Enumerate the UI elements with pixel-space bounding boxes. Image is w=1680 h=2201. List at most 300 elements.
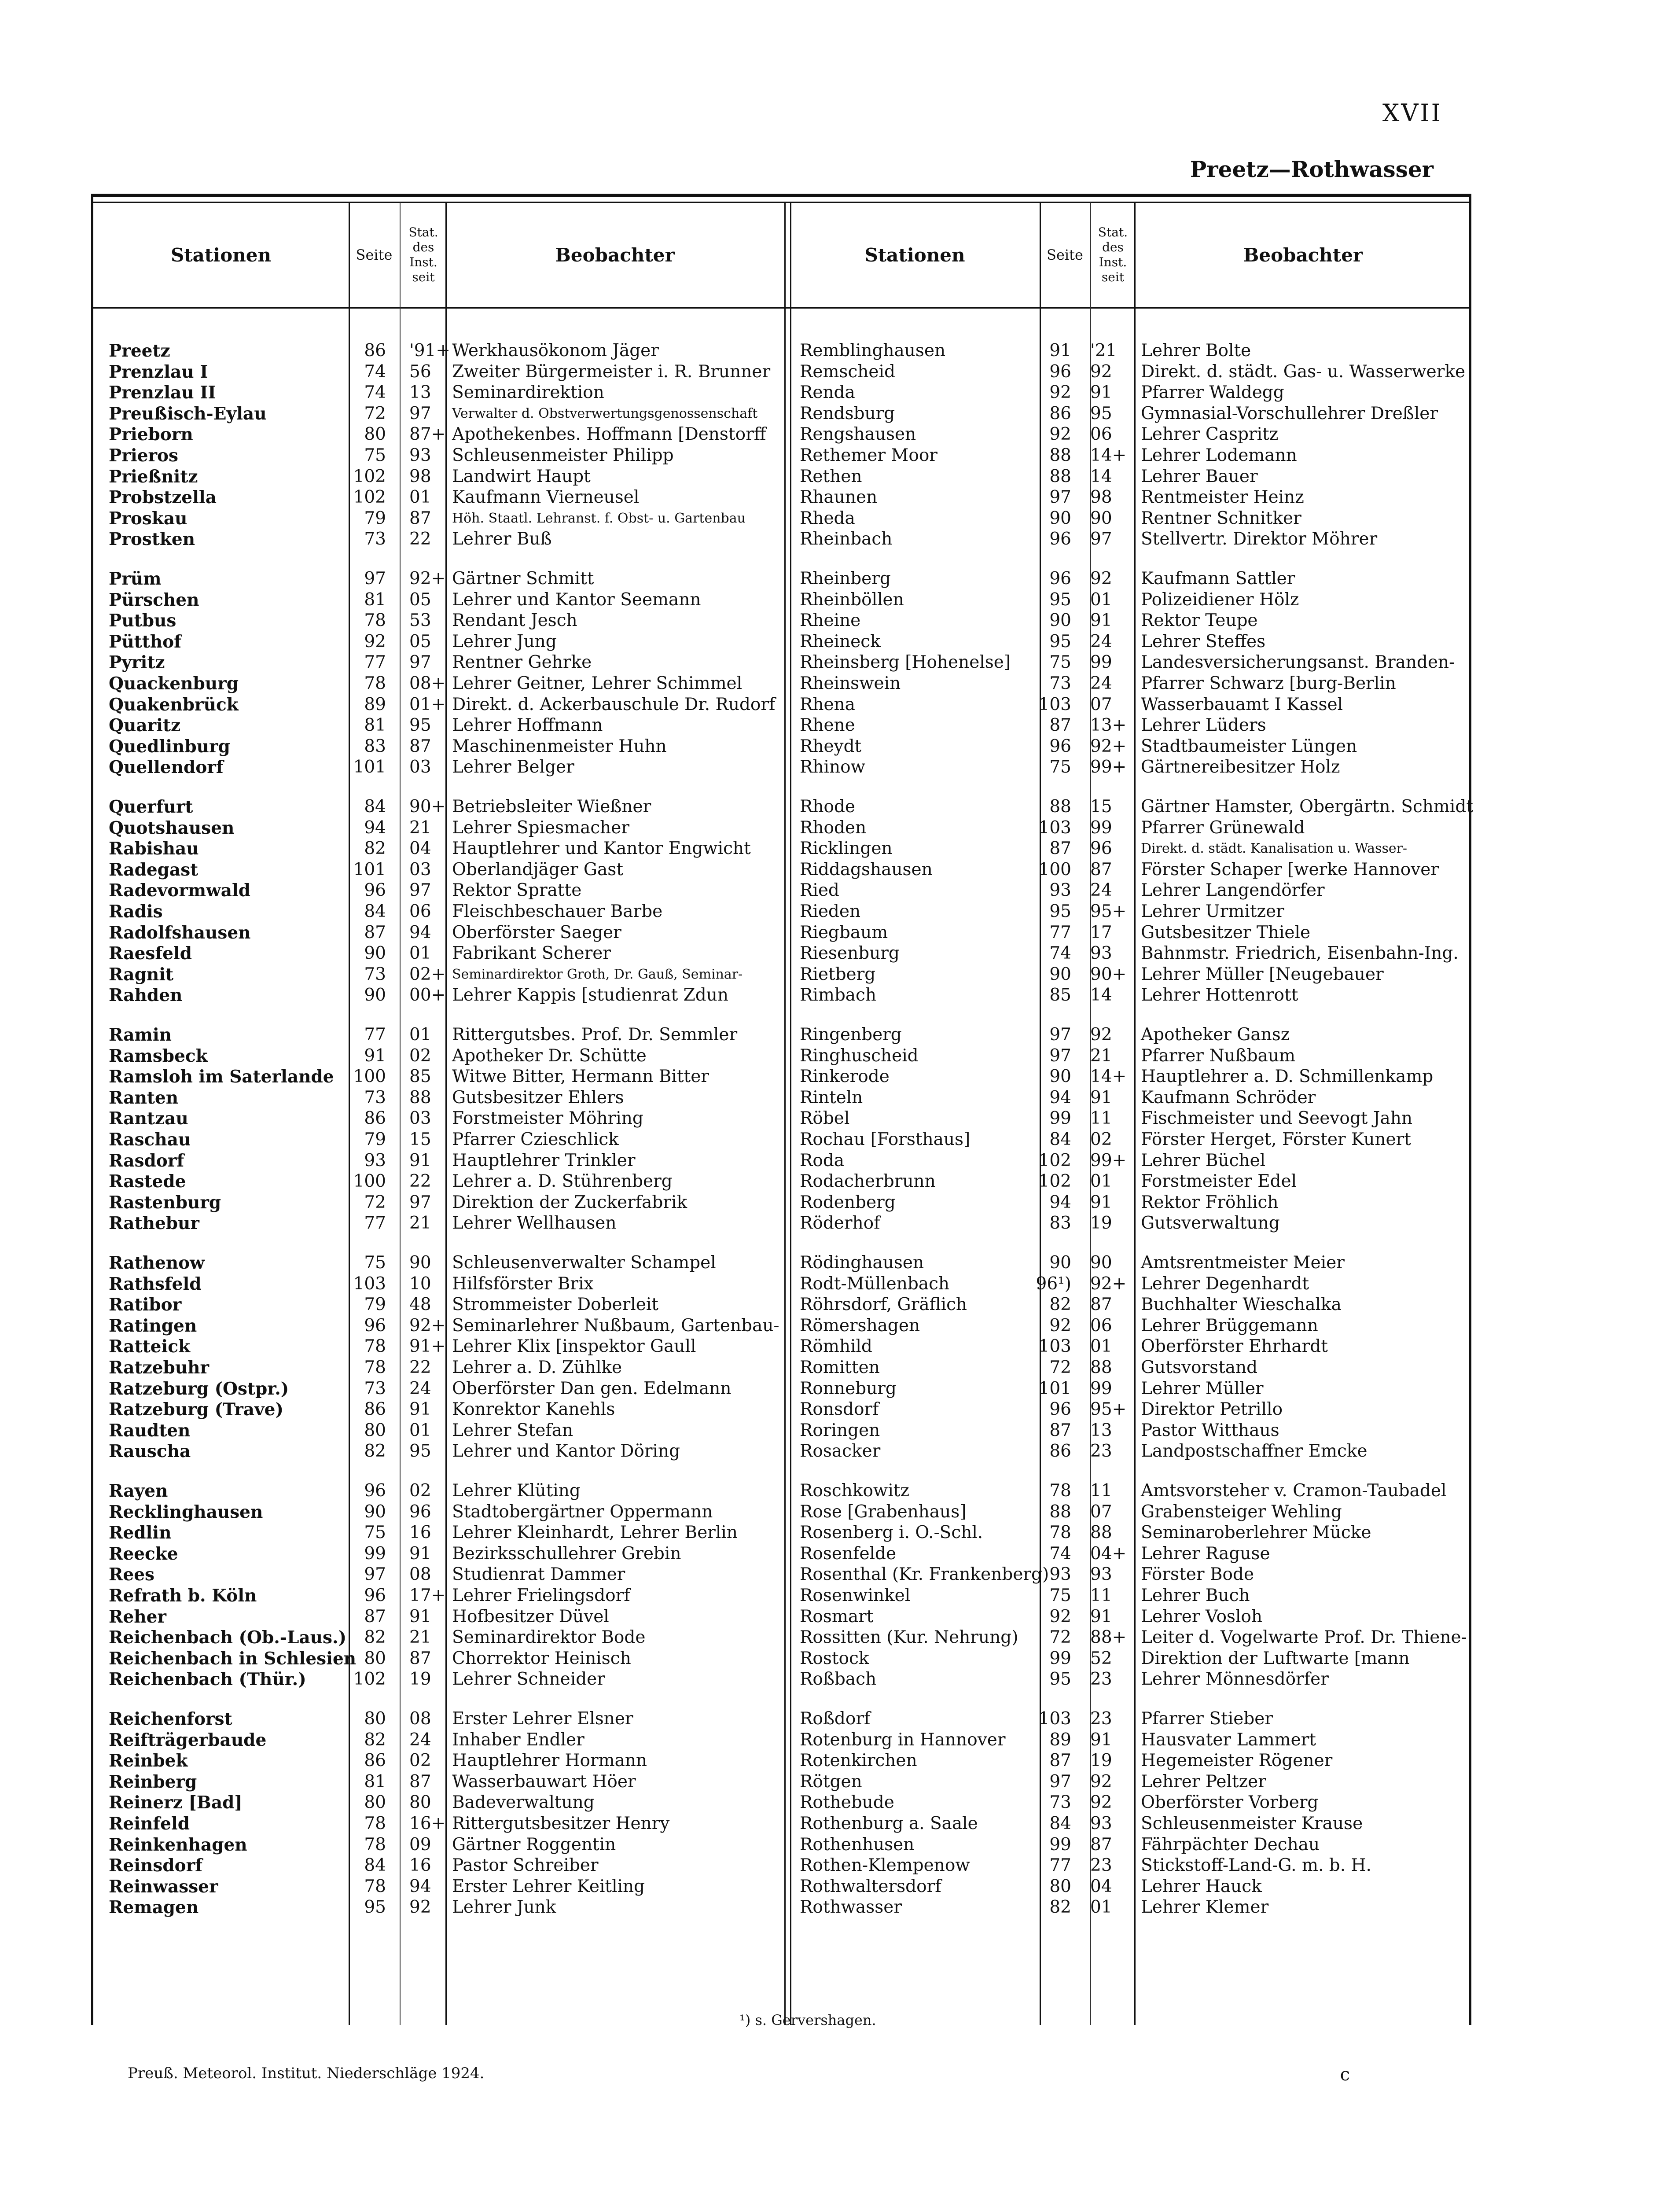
cell-seite: 78 [364, 611, 386, 631]
cell-seite-2: 74 [1049, 943, 1071, 964]
cell-seit: 24 [409, 1378, 431, 1399]
cell-beobachter: Strommeister Doberleit [452, 1295, 658, 1315]
cell-seite: 82 [364, 1627, 386, 1648]
cell-beobachter: Schleusenverwalter Schampel [452, 1253, 716, 1273]
cell-seit: 88 [409, 1087, 431, 1108]
table-row [93, 1399, 1474, 1420]
table-row [93, 1024, 1474, 1045]
cell-beobachter-2: Lehrer Müller [Neugebauer [1141, 964, 1384, 984]
cell-beobachter: Gutsbesitzer Ehlers [452, 1087, 624, 1108]
cell-seit: 96 [409, 1502, 431, 1522]
cell-beobachter: Lehrer Hoffmann [452, 715, 603, 736]
table-row [93, 1606, 1474, 1627]
cell-seite-2: 97 [1049, 1045, 1071, 1066]
cell-seit: 22 [409, 1358, 431, 1377]
cell-seite: 102 [353, 1669, 386, 1689]
cell-station: Preetz [109, 341, 170, 361]
cell-seite-2: 97 [1049, 1025, 1071, 1045]
cell-beobachter-2: Landesversicherungsanst. Branden- [1141, 652, 1455, 673]
cell-seite: 101 [353, 859, 386, 880]
running-head: Preetz—Rothwasser [1190, 156, 1434, 182]
cell-seite-2: 80 [1049, 1876, 1071, 1896]
cell-seit: 01+ [409, 694, 446, 714]
cell-beobachter: Kaufmann Vierneusel [452, 487, 640, 508]
cell-seit: 95 [409, 1441, 431, 1461]
cell-seite-2: 92 [1049, 1606, 1071, 1627]
cell-seit: 94 [409, 1876, 431, 1896]
cell-seit-2: 88 [1090, 1358, 1112, 1377]
cell-station: Remagen [109, 1897, 199, 1918]
cell-seit: 00+ [409, 985, 446, 1005]
cell-beobachter: Lehrer a. D. Zühlke [452, 1358, 622, 1377]
cell-station-2: Rheda [800, 508, 855, 528]
table-row [93, 1648, 1474, 1669]
table-row [93, 589, 1474, 611]
cell-seite-2: 95 [1049, 589, 1071, 610]
cell-beobachter-2: Bahnmstr. Friedrich, Eisenbahn-Ing. [1141, 943, 1459, 964]
cell-station: Ratzebuhr [109, 1358, 210, 1378]
cell-beobachter-2: Lehrer Büchel [1141, 1150, 1266, 1170]
cell-seit-2: 91 [1090, 1087, 1112, 1108]
cell-seite: 90 [364, 943, 386, 964]
cell-beobachter-2: Fährpächter Dechau [1141, 1834, 1320, 1855]
table-row [93, 1480, 1474, 1502]
cell-beobachter: Gärtner Schmitt [452, 569, 594, 589]
cell-seite-2: 78 [1049, 1523, 1071, 1543]
cell-seite-2: 95 [1049, 902, 1071, 921]
cell-seit-2: '21 [1090, 341, 1117, 361]
cell-seite: 79 [364, 1295, 386, 1315]
cell-seit: 01 [409, 943, 431, 964]
cell-seit-2: 93 [1090, 1814, 1112, 1833]
cell-beobachter: Fleischbeschauer Barbe [452, 902, 663, 921]
cell-station-2: Romitten [800, 1358, 880, 1377]
cell-station: Radis [109, 902, 163, 922]
cell-station-2: Rhode [800, 797, 856, 817]
cell-station-2: Ringhuscheid [800, 1045, 919, 1066]
cell-seit: 97 [409, 1192, 431, 1212]
cell-seite-2: 101 [1038, 1378, 1071, 1399]
cell-station: Radegast [109, 859, 199, 880]
cell-seite-2: 92 [1049, 1315, 1071, 1336]
cell-beobachter-2: Lehrer Vosloh [1141, 1606, 1263, 1627]
cell-station-2: Roßbach [800, 1669, 877, 1689]
table-row [93, 382, 1474, 403]
footnote: ¹) s. Gervershagen. [739, 2012, 876, 2028]
cell-station: Ratzeburg (Trave) [109, 1399, 283, 1420]
cell-station: Ramin [109, 1025, 172, 1045]
cell-station: Ratzeburg (Ostpr.) [109, 1378, 289, 1399]
cell-seite-2: 90 [1049, 964, 1071, 984]
cell-seit: 98 [409, 466, 431, 486]
cell-seite: 86 [364, 1751, 386, 1771]
table-row [93, 1441, 1474, 1462]
cell-seit: 80 [409, 1792, 431, 1813]
cell-station-2: Rödinghausen [800, 1253, 924, 1273]
cell-beobachter: Landwirt Haupt [452, 466, 591, 486]
cell-seite-2: 75 [1049, 1586, 1071, 1605]
table-row [93, 901, 1474, 922]
cell-beobachter-2: Pfarrer Nußbaum [1141, 1045, 1295, 1066]
table-row [93, 1192, 1474, 1213]
table-row [93, 1129, 1474, 1150]
cell-seite-2: 86 [1049, 1441, 1071, 1461]
table-row [93, 736, 1474, 757]
cell-seite: 79 [364, 508, 386, 528]
cell-station: Prüm [109, 569, 162, 589]
cell-beobachter: Erster Lehrer Keitling [452, 1876, 645, 1896]
cell-station-2: Remscheid [800, 361, 895, 382]
cell-beobachter-2: Hegemeister Rögener [1141, 1751, 1333, 1771]
cell-station: Raschau [109, 1130, 191, 1150]
cell-beobachter: Apothekenbes. Hoffmann [Denstorff [452, 424, 766, 445]
cell-beobachter: Seminardirektion [452, 383, 604, 403]
cell-station: Rees [109, 1564, 154, 1585]
cell-seit-2: 07 [1090, 1502, 1112, 1522]
table-row [93, 1730, 1474, 1751]
cell-station-2: Riddagshausen [800, 859, 933, 880]
cell-beobachter: Fabrikant Scherer [452, 943, 611, 964]
cell-seit: 09 [409, 1834, 431, 1855]
cell-beobachter: Hauptlehrer und Kantor Engwicht [452, 839, 751, 859]
cell-beobachter: Erster Lehrer Elsner [452, 1709, 633, 1729]
cell-beobachter-2: Pfarrer Grünewald [1141, 817, 1305, 838]
cell-seit-2: 92 [1090, 1771, 1112, 1792]
cell-station-2: Ronneburg [800, 1378, 897, 1399]
cell-seit-2: 11 [1090, 1586, 1112, 1605]
cell-seit: 24 [409, 1730, 431, 1750]
cell-station: Prießnitz [109, 466, 198, 487]
cell-beobachter-2: Lehrer Mönnesdörfer [1141, 1669, 1329, 1689]
cell-seit: 22 [409, 1171, 431, 1192]
cell-beobachter-2: Leiter d. Vogelwarte Prof. Dr. Thiene- [1141, 1627, 1467, 1648]
cell-seit: 04 [409, 839, 431, 859]
cell-seit-2: 99 [1090, 1378, 1112, 1399]
cell-seite: 103 [353, 1273, 386, 1294]
cell-seit-2: 98 [1090, 487, 1112, 508]
cell-seite: 81 [364, 1771, 386, 1792]
cell-seit-2: 02 [1090, 1130, 1112, 1149]
cell-station-2: Rhinow [800, 757, 865, 777]
cell-seite-2: 77 [1049, 1855, 1071, 1876]
cell-station-2: Rheinbach [800, 529, 893, 549]
cell-station-2: Rosenwinkel [800, 1586, 911, 1605]
cell-beobachter-2: Gutsvorstand [1141, 1358, 1258, 1377]
cell-station: Reinbek [109, 1751, 188, 1771]
cell-station-2: Remblinghausen [800, 341, 946, 361]
cell-seit-2: 52 [1090, 1648, 1112, 1668]
cell-seite-2: 87 [1049, 1420, 1071, 1440]
table-row [93, 340, 1474, 361]
cell-seite: 86 [364, 341, 386, 361]
cell-beobachter: Badeverwaltung [452, 1792, 595, 1813]
header-stat-2: Stat. des Inst. seit [1098, 225, 1128, 284]
table-row [93, 1564, 1474, 1585]
cell-beobachter-2: Schleusenmeister Krause [1141, 1814, 1363, 1833]
table-row [93, 1627, 1474, 1648]
cell-beobachter: Lehrer Geitner, Lehrer Schimmel [452, 674, 743, 693]
cell-station-2: Römershagen [800, 1315, 920, 1336]
cell-seit: 16 [409, 1523, 431, 1543]
cell-seit: 85 [409, 1067, 431, 1087]
cell-seite-2: 83 [1049, 1213, 1071, 1233]
table-row [93, 757, 1474, 778]
cell-seit: 95 [409, 715, 431, 736]
cell-beobachter-2: Lehrer Degenhardt [1141, 1273, 1309, 1294]
cell-seite-2: 103 [1038, 817, 1071, 838]
cell-station: Raudten [109, 1420, 191, 1441]
table-row [93, 610, 1474, 631]
cell-beobachter: Pfarrer Cziesсhlick [452, 1130, 619, 1149]
cell-beobachter: Werkhausökonom Jäger [452, 341, 659, 361]
cell-beobachter-2: Fischmeister und Seevogt Jahn [1141, 1108, 1412, 1129]
cell-station: Prenzlau I [109, 361, 208, 382]
cell-station: Raesfeld [109, 943, 192, 964]
cell-seite: 73 [364, 964, 386, 984]
cell-station-2: Rinteln [800, 1087, 863, 1108]
cell-seit: 90+ [409, 797, 446, 817]
cell-seite-2: 94 [1049, 1087, 1071, 1108]
cell-beobachter: Apotheker Dr. Schütte [452, 1045, 647, 1066]
cell-seit: 93 [409, 445, 431, 465]
cell-seit-2: 91 [1090, 383, 1112, 403]
table-row [93, 487, 1474, 508]
cell-seit: 56 [409, 361, 431, 382]
table-row [93, 631, 1474, 652]
table-row [93, 466, 1474, 487]
cell-seite: 80 [364, 1709, 386, 1729]
table-row [93, 1792, 1474, 1813]
header-stationen-2: Stationen [864, 244, 965, 266]
cell-station-2: Ried [800, 880, 839, 901]
cell-station-2: Rhena [800, 694, 855, 714]
table-row [93, 529, 1474, 550]
cell-station: Pütthof [109, 631, 181, 652]
cell-beobachter-2: Rentner Schnitker [1141, 508, 1301, 528]
cell-beobachter: Studienrat Dammer [452, 1564, 625, 1585]
cell-station-2: Rotenkirchen [800, 1751, 917, 1771]
cell-station: Rauscha [109, 1441, 191, 1462]
cell-station: Rantzau [109, 1108, 188, 1129]
cell-seite: 80 [364, 424, 386, 445]
cell-seit: 02 [409, 1045, 431, 1066]
cell-beobachter-2: Lehrer Lodemann [1141, 445, 1297, 465]
cell-station: Rathenow [109, 1253, 205, 1273]
cell-station-2: Rostock [800, 1648, 869, 1668]
cell-station-2: Rossitten (Kur. Nehrung) [800, 1627, 1018, 1648]
table-row [93, 1213, 1474, 1234]
cell-station: Reichenbach (Thür.) [109, 1669, 306, 1690]
cell-seit: 03 [409, 859, 431, 880]
table-row [93, 985, 1474, 1006]
cell-beobachter: Rendant Jesch [452, 611, 577, 631]
cell-seit: 97 [409, 652, 431, 673]
cell-seit-2: 04 [1090, 1876, 1112, 1896]
cell-beobachter-2: Forstmeister Edel [1141, 1171, 1297, 1192]
cell-beobachter-2: Pfarrer Stieber [1141, 1709, 1273, 1729]
cell-beobachter-2: Buchhalter Wieschalka [1141, 1295, 1342, 1315]
cell-seite-2: 94 [1049, 1192, 1071, 1212]
cell-seite: 101 [353, 757, 386, 777]
cell-station: Reifträgerbaude [109, 1730, 267, 1750]
cell-station: Pyritz [109, 652, 165, 673]
cell-beobachter-2: Direkt. d. städt. Gas- u. Wasserwerke [1141, 361, 1466, 382]
table-row [93, 1378, 1474, 1399]
cell-seit-2: 15 [1090, 797, 1112, 817]
cell-seit-2: 92 [1090, 1025, 1112, 1045]
cell-beobachter-2: Seminaroberlehrer Mücke [1141, 1523, 1371, 1543]
cell-station: Querfurt [109, 797, 193, 817]
cell-seite: 80 [364, 1648, 386, 1668]
cell-beobachter-2: Lehrer Bauer [1141, 466, 1258, 486]
cell-seite: 87 [364, 922, 386, 942]
cell-seit-2: 01 [1090, 589, 1112, 610]
cell-seit: 87 [409, 508, 431, 528]
cell-beobachter-2: Lehrer Brüggemann [1141, 1315, 1318, 1336]
table-row [93, 1171, 1474, 1192]
cell-seite: 96 [364, 1315, 386, 1336]
table-row [93, 673, 1474, 694]
cell-seite-2: 72 [1049, 1627, 1071, 1648]
cell-seite-2: 88 [1049, 797, 1071, 817]
cell-seite-2: 90 [1049, 508, 1071, 528]
cell-seite-2: 99 [1049, 1108, 1071, 1129]
cell-station-2: Roßdorf [800, 1709, 871, 1729]
cell-seite: 78 [364, 1876, 386, 1896]
cell-seite: 83 [364, 736, 386, 756]
cell-seite: 74 [364, 383, 386, 403]
station-table [91, 194, 1471, 2025]
cell-station-2: Rengshausen [800, 424, 916, 445]
cell-beobachter: Seminarlehrer Nußbaum, Gartenbau- [452, 1315, 779, 1336]
cell-seit: 87 [409, 1771, 431, 1792]
cell-station-2: Römhild [800, 1336, 872, 1357]
cell-station-2: Röderhof [800, 1213, 880, 1233]
cell-beobachter: Forstmeister Möhring [452, 1108, 643, 1129]
cell-station: Pürschen [109, 589, 199, 610]
cell-beobachter-2: Pastor Witthaus [1141, 1420, 1279, 1440]
cell-seite: 84 [364, 902, 386, 921]
cell-seit: 97 [409, 880, 431, 901]
cell-beobachter: Schleusenmeister Philipp [452, 445, 674, 465]
cell-station-2: Rinkerode [800, 1067, 890, 1087]
cell-beobachter: Zweiter Bürgermeister i. R. Brunner [452, 361, 771, 382]
cell-station-2: Rhaunen [800, 487, 878, 508]
cell-seite: 81 [364, 589, 386, 610]
cell-beobachter-2: Lehrer Müller [1141, 1378, 1264, 1399]
cell-seit-2: 19 [1090, 1213, 1112, 1233]
cell-seit-2: 23 [1090, 1669, 1112, 1689]
cell-beobachter-2: Lehrer Urmitzer [1141, 902, 1284, 921]
cell-seite-2: 72 [1049, 1358, 1071, 1377]
table-row [93, 1708, 1474, 1730]
cell-seit: 06 [409, 902, 431, 921]
cell-beobachter: Rektor Spratte [452, 880, 582, 901]
cell-beobachter-2: Gymnasial-Vorschullehrer Dreßler [1141, 403, 1438, 423]
cell-seite-2: 99 [1049, 1834, 1071, 1855]
cell-seit-2: 90 [1090, 508, 1112, 528]
cell-seite-2: 88 [1049, 466, 1071, 486]
table-row [93, 1897, 1474, 1918]
cell-station: Ratibor [109, 1295, 182, 1315]
cell-station: Rabishau [109, 839, 199, 859]
cell-seite: 72 [364, 403, 386, 423]
cell-seit-2: 99 [1090, 817, 1112, 838]
cell-seit-2: 99+ [1090, 1150, 1127, 1170]
cell-seit-2: 06 [1090, 1315, 1112, 1336]
cell-station: Ramsloh im Saterlande [109, 1067, 334, 1087]
cell-station: Ranten [109, 1087, 179, 1108]
cell-beobachter: Oberlandjäger Gast [452, 859, 623, 880]
cell-beobachter: Lehrer Junk [452, 1897, 556, 1918]
cell-beobachter-2: Amtsrentmeister Meier [1141, 1253, 1345, 1273]
cell-seite-2: 99 [1049, 1648, 1071, 1668]
table-row [93, 1045, 1474, 1067]
cell-seite-2: 84 [1049, 1814, 1071, 1833]
cell-beobachter-2: Rektor Fröhlich [1141, 1192, 1279, 1212]
cell-beobachter-2: Hausvater Lammert [1141, 1730, 1316, 1750]
table-row [93, 1522, 1474, 1543]
cell-seite-2: 87 [1049, 715, 1071, 736]
cell-seite: 79 [364, 1130, 386, 1149]
table-row [93, 1543, 1474, 1564]
table-row [93, 1087, 1474, 1108]
cell-station-2: Rothenhusen [800, 1834, 915, 1855]
cell-seite: 97 [364, 1564, 386, 1585]
cell-seit: 08 [409, 1709, 431, 1729]
cell-station-2: Rötgen [800, 1771, 862, 1792]
table-row [93, 508, 1474, 529]
cell-beobachter-2: Lehrer Caspritz [1141, 424, 1279, 445]
cell-seite: 80 [364, 1420, 386, 1440]
cell-station-2: Rose [Grabenhaus] [800, 1502, 967, 1522]
table-row [93, 1813, 1474, 1834]
cell-seit-2: 92+ [1090, 736, 1127, 756]
table-row [93, 1108, 1474, 1129]
cell-station: Ramsbeck [109, 1045, 208, 1066]
cell-station-2: Rhoden [800, 817, 867, 838]
cell-seite-2: 100 [1038, 859, 1071, 880]
cell-seit-2: 92 [1090, 1792, 1112, 1813]
cell-beobachter-2: Rektor Teupe [1141, 611, 1258, 631]
cell-seit: 21 [409, 1213, 431, 1233]
cell-station-2: Rheinberg [800, 569, 891, 589]
cell-beobachter-2: Lehrer Hauck [1141, 1876, 1262, 1896]
cell-station-2: Rheinsberg [Hohenelse] [800, 652, 1011, 673]
cell-seite: 97 [364, 569, 386, 589]
cell-station-2: Rothwasser [800, 1897, 902, 1918]
cell-seite: 80 [364, 1792, 386, 1813]
cell-beobachter-2: Förster Bode [1141, 1564, 1254, 1585]
cell-beobachter: Oberförster Saeger [452, 922, 621, 942]
cell-station: Ratingen [109, 1315, 197, 1336]
cell-seite: 96 [364, 880, 386, 901]
cell-beobachter: Wasserbauwart Höer [452, 1771, 636, 1792]
cell-station-2: Roringen [800, 1420, 880, 1440]
cell-seit-2: 01 [1090, 1336, 1112, 1357]
cell-beobachter: Lehrer und Kantor Döring [452, 1441, 680, 1461]
cell-beobachter: Lehrer Frielingsdorf [452, 1586, 630, 1605]
cell-seit: 91 [409, 1150, 431, 1170]
cell-beobachter-2: Lehrer Klemer [1141, 1897, 1269, 1918]
cell-seite: 78 [364, 1814, 386, 1833]
cell-beobachter: Lehrer Stefan [452, 1420, 573, 1440]
cell-seite: 92 [364, 631, 386, 651]
cell-seit: 90 [409, 1253, 431, 1273]
cell-seit-2: 91 [1090, 1606, 1112, 1627]
cell-beobachter-2: Gärtner Hamster, Obergärtn. Schmidt [1141, 797, 1473, 817]
cell-beobachter-2: Polizeidiener Hölz [1141, 589, 1299, 610]
